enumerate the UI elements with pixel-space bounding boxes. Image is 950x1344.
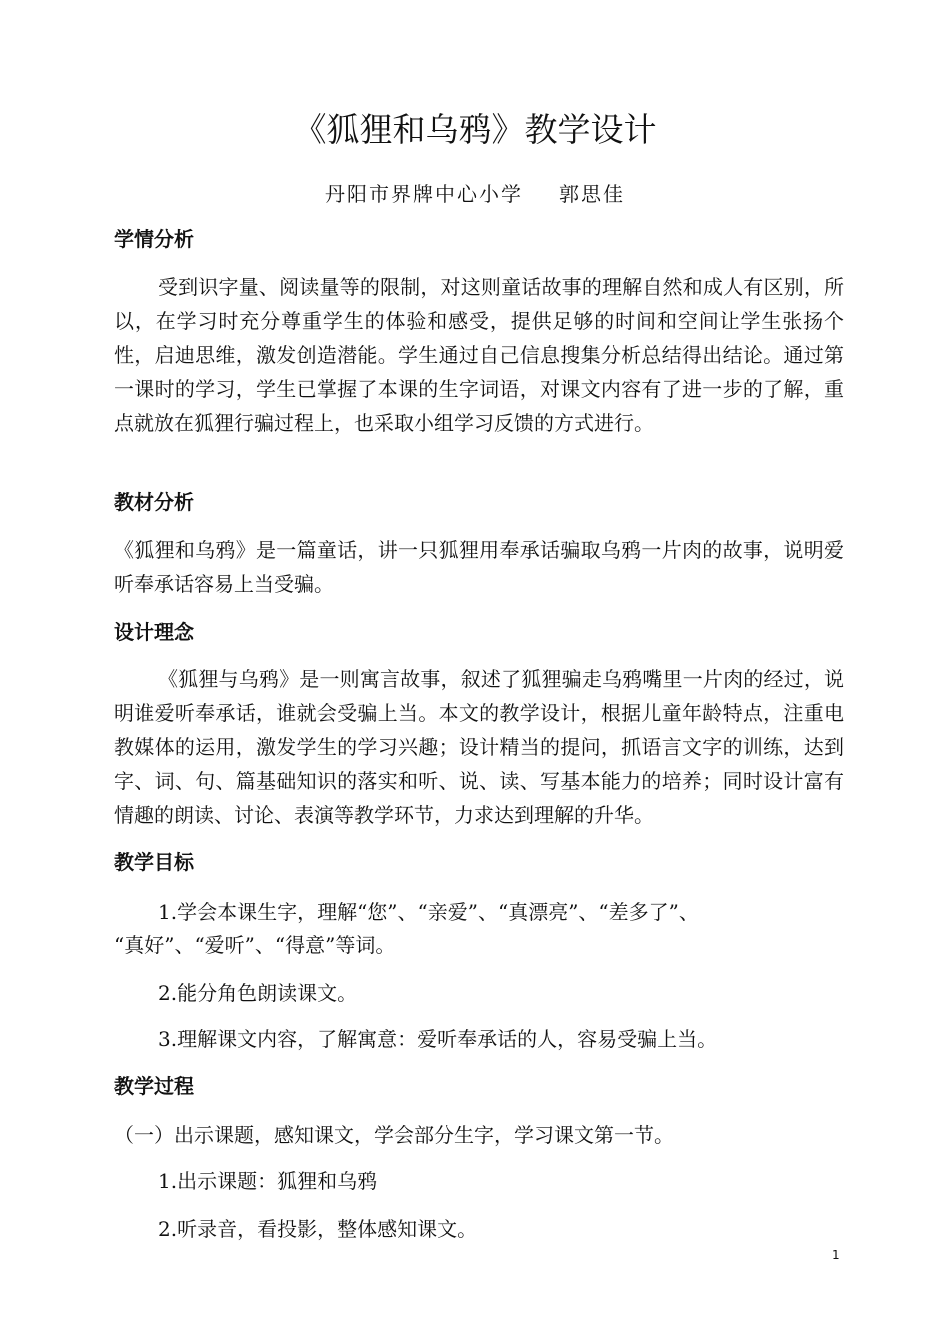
heading-material-analysis: 教材分析 [114, 490, 194, 514]
page-number: 1 [832, 1248, 840, 1262]
process-step-1: （一）出示课题，感知课文，学会部分生字，学习课文第一节。 [114, 1123, 674, 1147]
heading-teaching-process: 教学过程 [114, 1074, 194, 1098]
goal-1-line-1: 1.学会本课生字，理解“您”、“亲爱”、“真漂亮”、“差多了”、 [158, 900, 699, 924]
process-item-1: 1.出示课题：狐狸和乌鸦 [158, 1169, 378, 1193]
document-title: 《狐狸和乌鸦》教学设计 [293, 110, 657, 149]
goal-2: 2.能分角色朗读课文。 [158, 981, 358, 1005]
heading-learning-analysis: 学情分析 [114, 227, 194, 251]
author-name: 郭思佳 [559, 182, 625, 206]
goal-3: 3.理解课文内容，了解寓意：爱听奉承话的人，容易受骗上当。 [158, 1027, 718, 1051]
author-school: 丹阳市界牌中心小学 [325, 182, 523, 206]
learning-analysis-text: 受到识字量、阅读量等的限制，对这则童话故事的理解自然和成人有区别，所以，在学习时充分尊重学生的体验和感受，提供足够的时间和空间让学生张扬个性，启迪思维，激发创造潜能。学生通过自己信息搜集分析总结得出结论。通过第一课时的学习，学生已掌握了本课的生字词语，对课文内容有了进一步的了解，重点就放在狐狸行骗过程上，也采取小组学习反馈的方式进行。 [114, 275, 844, 435]
goal-1-line-2: “真好”、“爱听”、“得意”等词。 [114, 933, 396, 957]
process-item-2: 2.听录音，看投影，整体感知课文。 [158, 1217, 478, 1241]
heading-teaching-goals: 教学目标 [114, 850, 194, 874]
author-line [0, 178, 950, 207]
material-analysis-text: 《狐狸和乌鸦》是一篇童话，讲一只狐狸用奉承话骗取乌鸦一片肉的故事，说明爱听奉承话容易上当受骗。 [114, 538, 844, 596]
heading-design-concept: 设计理念 [114, 620, 194, 644]
design-concept-text: 《狐狸与乌鸦》是一则寓言故事，叙述了狐狸骗走乌鸦嘴里一片肉的经过，说明谁爱听奉承话，谁就会受骗上当。本文的教学设计，根据儿童年龄特点，注重电教媒体的运用，激发学生的学习兴趣；设计精当的提问，抓语言文字的训练，达到字、词、句、篇基础知识的落实和听、说、读、写基本能力的培养；同时设计富有情趣的朗读、讨论、表演等教学环节，力求达到理解的升华。 [114, 667, 844, 827]
